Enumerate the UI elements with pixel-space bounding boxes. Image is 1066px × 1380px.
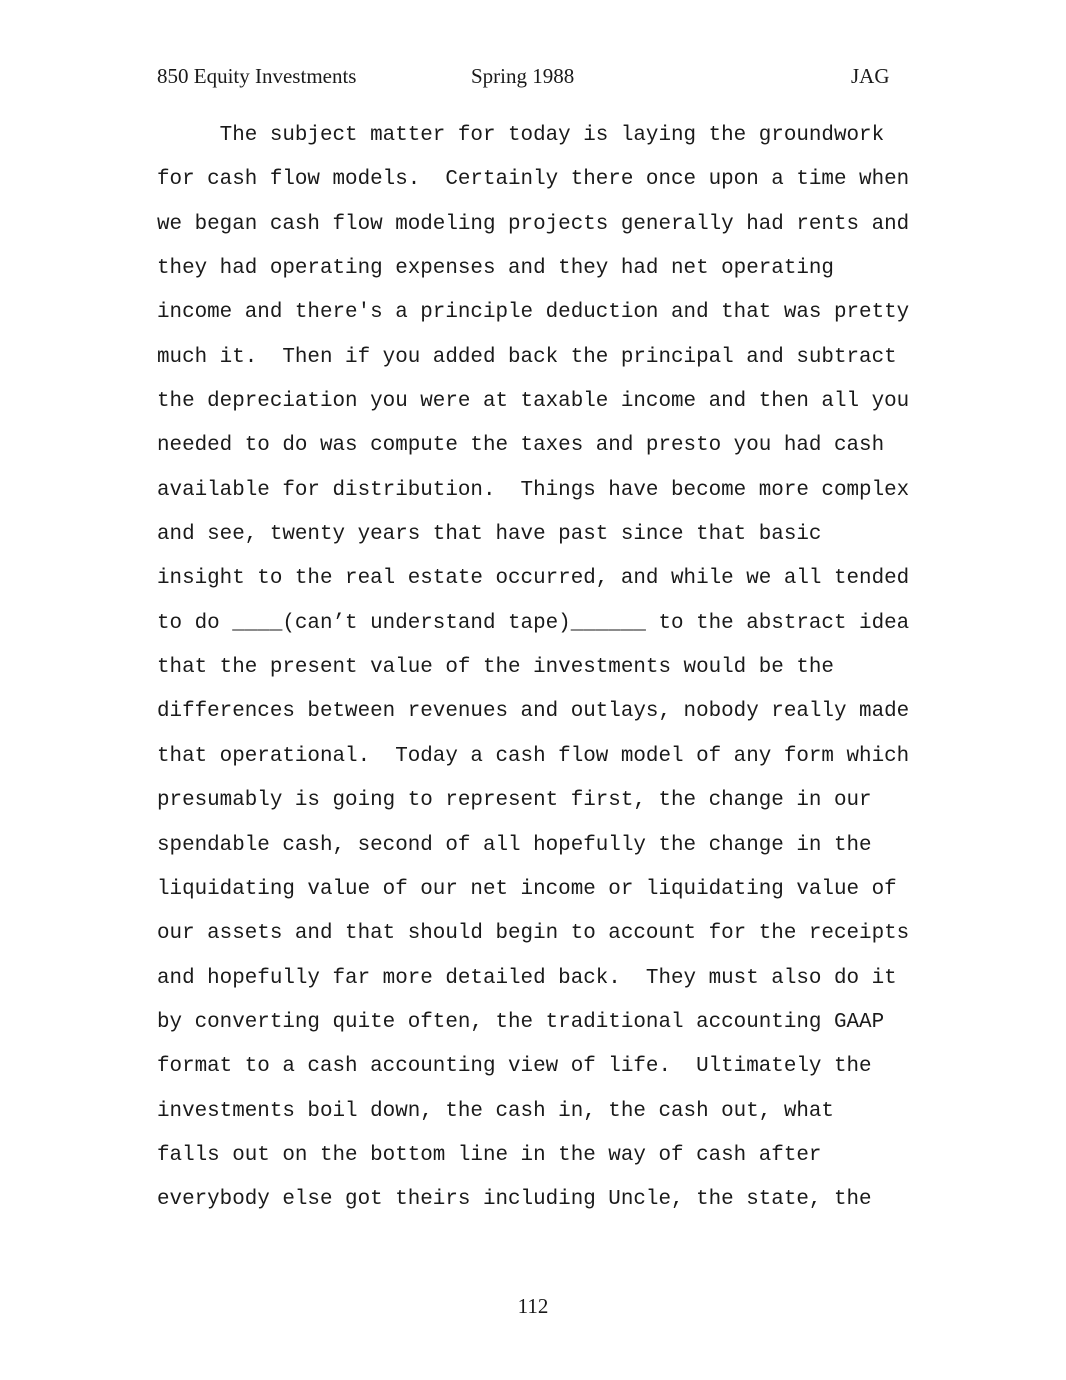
transcript-line: by converting quite often, the traditional accounting GAAP: [157, 1010, 885, 1034]
transcript-line: our assets and that should begin to account for the receipts: [157, 922, 910, 946]
transcript-line: that the present value of the investments would be the: [157, 656, 834, 680]
transcript-line: to do ____(can’t understand tape)______ to the abstract idea: [157, 611, 910, 635]
transcript-line: everybody else got theirs including Uncle, the state, the: [157, 1188, 872, 1212]
transcript-line: they had operating expenses and they had net operating: [157, 257, 834, 281]
transcript-line: much it. Then if you added back the principal and subtract: [157, 345, 897, 369]
transcript-line: income and there's a principle deduction and that was pretty: [157, 301, 910, 325]
transcript-line: we began cash flow modeling projects generally had rents and: [157, 212, 910, 236]
transcript-line: and hopefully far more detailed back. They must also do it: [157, 966, 897, 990]
transcript-line: that operational. Today a cash flow model of any form which: [157, 744, 910, 768]
transcript-line: insight to the real estate occurred, and while we all tended: [157, 567, 910, 591]
header-author-initials: JAG: [851, 64, 890, 88]
transcript-line: needed to do was compute the taxes and presto you had cash: [157, 434, 885, 458]
transcript-line: differences between revenues and outlays, nobody really made: [157, 700, 910, 724]
header-course-title: 850 Equity Investments: [157, 64, 357, 88]
transcript-body: [157, 118, 927, 1227]
transcript-line: falls out on the bottom line in the way of cash after: [157, 1143, 822, 1167]
page-number: 112: [517, 1294, 549, 1318]
transcript-line: The subject matter for today is laying the groundwork: [157, 124, 885, 147]
transcript-line: spendable cash, second of all hopefully the change in the: [157, 833, 872, 857]
transcript-line: liquidating value of our net income or liquidating value of: [157, 877, 897, 901]
header-term: Spring 1988: [471, 64, 575, 88]
transcript-line: available for distribution. Things have become more complex: [157, 478, 910, 502]
transcript-line: the depreciation you were at taxable income and then all you: [157, 390, 910, 414]
transcript-line: presumably is going to represent first, the change in our: [157, 789, 872, 813]
transcript-line: and see, twenty years that have past since that basic: [157, 523, 822, 547]
transcript-line: for cash flow models. Certainly there once upon a time when: [157, 168, 910, 192]
transcript-line: investments boil down, the cash in, the cash out, what: [157, 1099, 834, 1123]
transcript-line: format to a cash accounting view of life. Ultimately the: [157, 1055, 872, 1079]
